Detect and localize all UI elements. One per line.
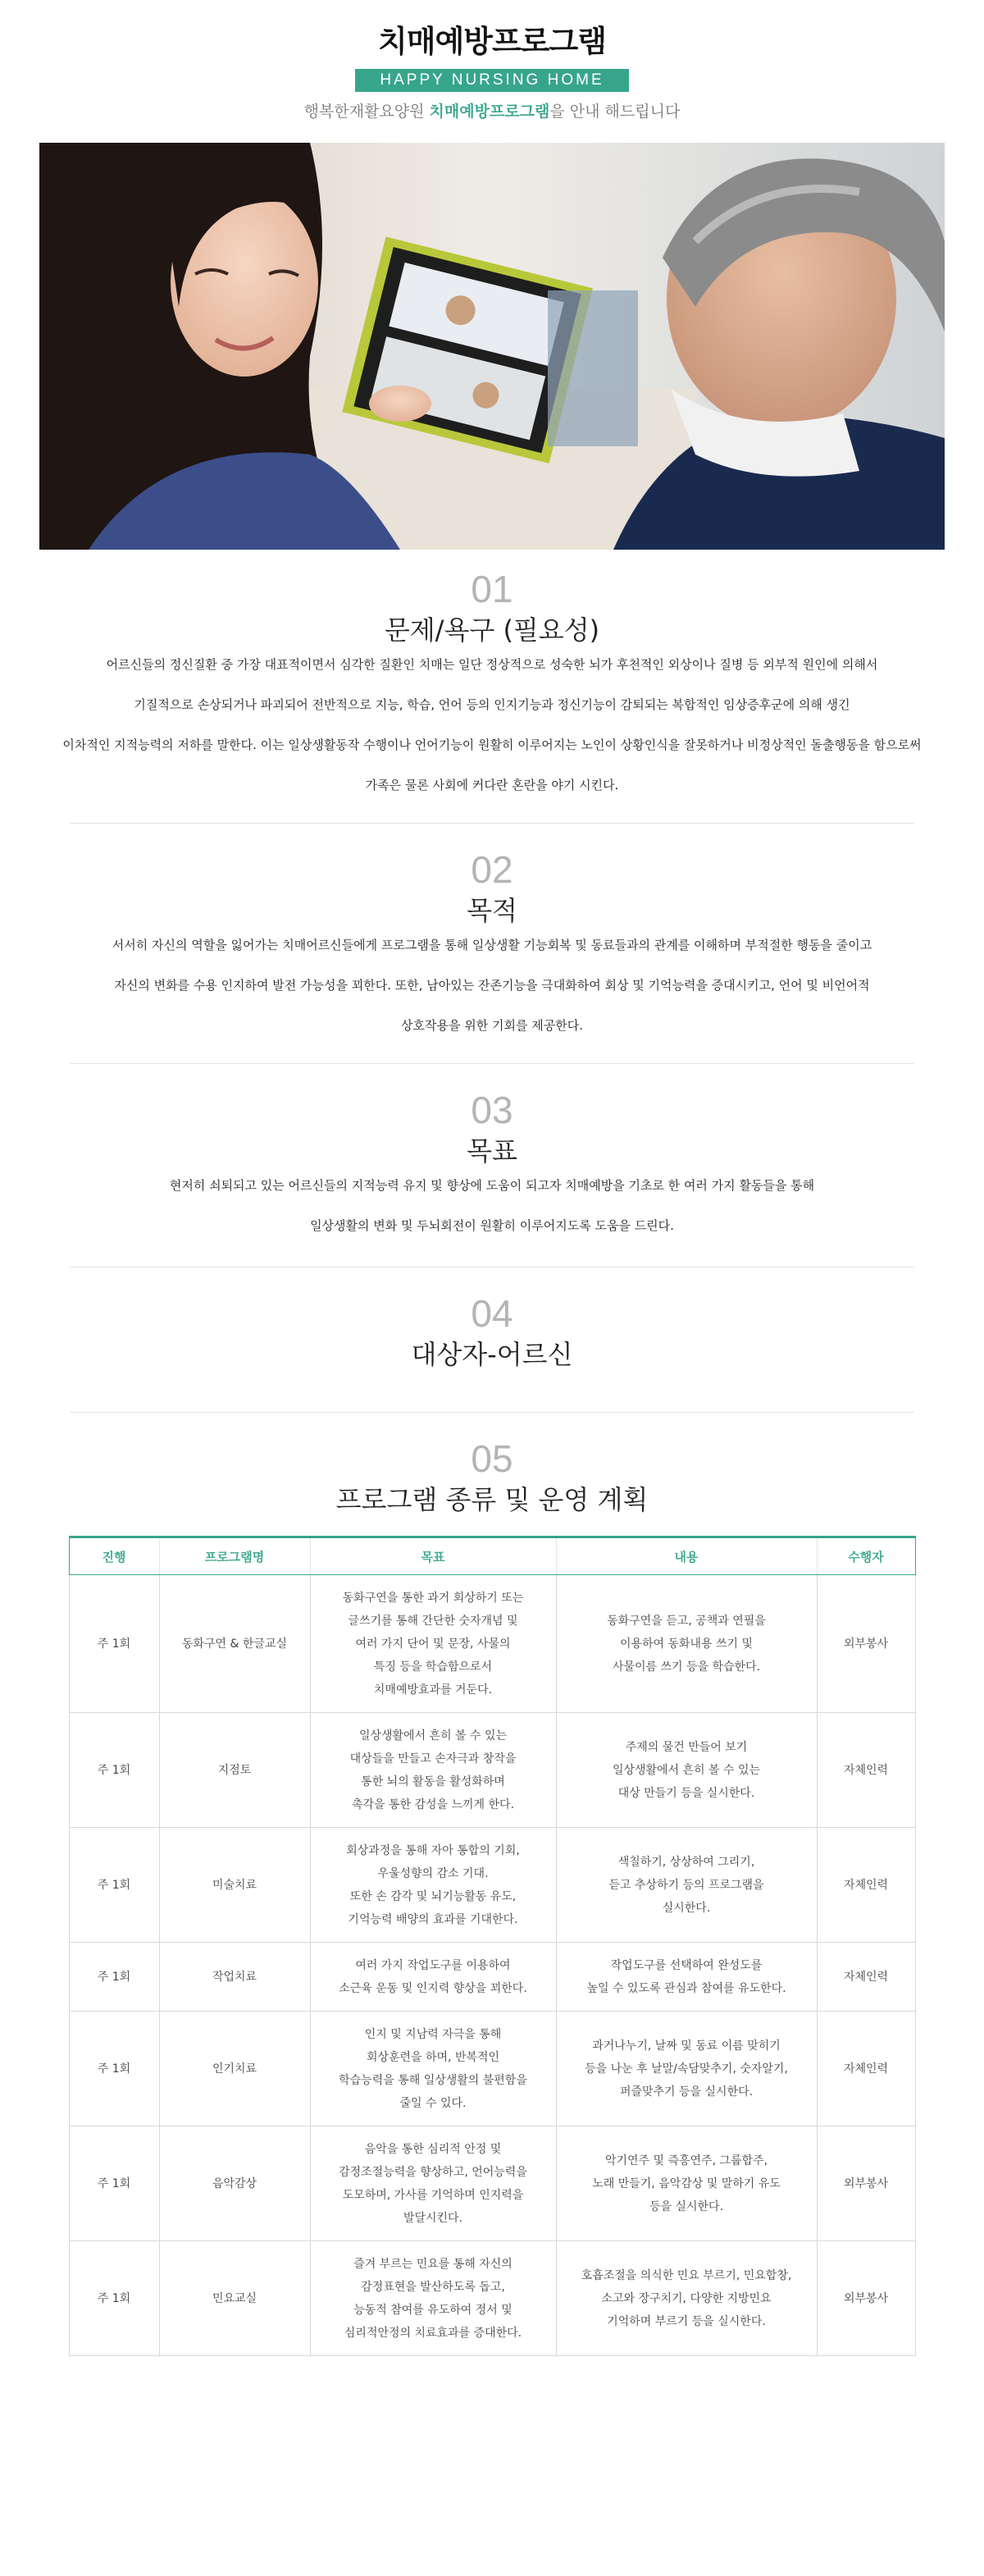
- column-header: 내용: [556, 1537, 817, 1575]
- cell-line: 일상생활에서 흔히 볼 수 있는: [612, 1763, 761, 1777]
- cell-program-name: 동화구연 & 한글교실: [159, 1575, 310, 1713]
- cell-line: 작업도구를 선택하여 완성도를: [610, 1958, 763, 1972]
- cell-line: 통한 뇌의 활동을 활성화하며: [361, 1774, 505, 1788]
- cell-line: 학습능력을 통해 일상생활의 불편함을: [339, 2073, 527, 2087]
- column-header: 목표: [310, 1537, 556, 1575]
- section-title: 대상자-어르신: [411, 1339, 573, 1370]
- paragraph-line: 기질적으로 손상되거나 파괴되어 전반적으로 지능, 학습, 언어 등의 인지기능과 정신기능이 감퇴되는 복합적인 임상증후군에 의해 생긴: [134, 697, 850, 712]
- table-row: [69, 1713, 915, 1828]
- cell-content: [556, 1575, 817, 1713]
- cell-line: 높일 수 있도록 관심과 참여를 유도한다.: [586, 1981, 786, 1995]
- section-03: [0, 1087, 984, 1234]
- cell-line: 발달시킨다.: [403, 2211, 463, 2225]
- paragraph-line: 현저히 쇠퇴되고 있는 어르신들의 지적능력 유지 및 향상에 도움이 되고자 치매예방을 기초로 한 여러 가지 활동들을 통해: [169, 1178, 815, 1193]
- hero-photo: [39, 143, 945, 550]
- cell-line: 주제의 물건 만들어 보기: [625, 1740, 748, 1754]
- cell-line: 능동적 참여를 유도하여 정서 및: [353, 2303, 512, 2317]
- cell-program-name: 민요교실: [159, 2241, 310, 2356]
- section-title: 문제/욕구 (필요성): [384, 614, 600, 646]
- cell-line: 도모하며, 가사를 기억하며 인지력을: [342, 2188, 524, 2202]
- cell-performer: 외부봉사: [817, 1575, 915, 1713]
- cell-line: 여러 가지 작업도구를 이용하여: [355, 1958, 511, 1972]
- cell-performer: 자체인력: [817, 2012, 915, 2126]
- section-number: 05: [471, 1437, 513, 1480]
- cell-performer: 자체인력: [817, 1943, 915, 2012]
- paragraph-line: 일상생활의 변화 및 두뇌회전이 원활히 이루어지도록 도움을 드린다.: [310, 1218, 674, 1233]
- section-divider: [70, 823, 914, 824]
- cell-line: 글쓰기를 통해 간단한 숫자개념 및: [348, 1614, 518, 1628]
- table-row: [69, 2012, 915, 2126]
- cell-frequency: 주 1회: [69, 1943, 159, 2012]
- paragraph-line: 자신의 변화를 수용 인지하여 발전 가능성을 꾀한다. 또한, 남아있는 잔존기능을 극대화하여 회상 및 기억능력을 증대시키고, 언어 및 비언어적: [114, 978, 870, 993]
- nursing-home-badge: HAPPY NURSING HOME: [355, 69, 629, 92]
- section-05: [0, 1436, 984, 1518]
- cell-program-name: 인기치료: [159, 2012, 310, 2126]
- cell-line: 노래 만들기, 음악감상 및 말하기 유도: [592, 2176, 781, 2190]
- cell-content: [556, 1828, 817, 1943]
- table-row: [69, 2241, 915, 2356]
- paragraph-line: 이차적인 지적능력의 저하를 말한다. 이는 일상생활동작 수행이나 언어기능이 원활히 이루어지는 노인이 상황인식을 잘못하거나 비정상적인 돌출행동을 함으로써: [62, 738, 922, 752]
- cell-line: 기억하며 부르기 등을 실시한다.: [607, 2314, 766, 2328]
- section-01: [0, 566, 984, 793]
- table-row: [69, 1828, 915, 1943]
- section-04: [0, 1290, 984, 1372]
- cell-line: 기억능력 배양의 효과를 기대한다.: [348, 1912, 518, 1926]
- section-paragraph: [0, 937, 984, 1034]
- column-header: 진행: [69, 1537, 159, 1575]
- cell-content: [556, 2012, 817, 2126]
- column-header: 수행자: [817, 1537, 915, 1575]
- cell-line: 우울성향의 감소 기대.: [377, 1866, 489, 1880]
- cell-line: 또한 손 감각 및 뇌기능활동 유도,: [349, 1889, 517, 1903]
- subtitle-suffix: 을 안내 해드립니다: [549, 103, 681, 121]
- cell-goal: [310, 2012, 556, 2126]
- section-number: 01: [471, 568, 513, 610]
- cell-frequency: 주 1회: [69, 1828, 159, 1943]
- cell-line: 심리적안정의 치료효과를 증대한다.: [344, 2326, 522, 2340]
- cell-line: 감정표현을 발산하도록 돕고,: [361, 2280, 505, 2294]
- cell-line: 음악을 통한 심리적 안정 및: [364, 2142, 502, 2156]
- cell-line: 회상훈련을 하며, 반복적인: [366, 2050, 500, 2064]
- cell-line: 등을 실시한다.: [649, 2199, 724, 2213]
- cell-line: 소고와 장구치기, 다양한 지방민요: [601, 2291, 772, 2305]
- cell-frequency: 주 1회: [69, 2241, 159, 2356]
- cell-line: 실시한다.: [662, 1901, 711, 1915]
- section-number: 04: [471, 1292, 513, 1335]
- cell-goal: [310, 2241, 556, 2356]
- paragraph-line: 서서히 자신의 역할을 잃어가는 치매어르신들에게 프로그램을 통해 일상생활 기능회복 및 동료들과의 관계를 이해하며 부적절한 행동을 줄이고: [112, 938, 872, 952]
- cell-line: 회상과정을 통해 자아 통합의 기회,: [346, 1843, 520, 1857]
- paragraph-line: 가족은 물론 사회에 커다란 혼란을 야기 시킨다.: [365, 778, 619, 792]
- section-number: 02: [471, 848, 513, 891]
- table-body: [69, 1575, 915, 2356]
- cell-performer: 외부봉사: [817, 2241, 915, 2356]
- program-table: [69, 1536, 916, 2356]
- cell-line: 줄일 수 있다.: [399, 2096, 467, 2110]
- cell-program-name: 지점토: [159, 1713, 310, 1828]
- cell-line: 인지 및 지남력 자극을 통해: [364, 2027, 502, 2041]
- cell-line: 이용하여 동화내용 쓰기 및: [619, 1637, 754, 1651]
- cell-line: 호흡조절을 의식한 민요 부르기, 민요합창,: [581, 2268, 792, 2282]
- cell-line: 등을 나눈 후 날말/속담맞추기, 숫자알기,: [585, 2062, 788, 2076]
- cell-line: 여러 가지 단어 및 문장, 사물의: [355, 1637, 511, 1651]
- cell-line: 사물이름 쓰기 등을 학습한다.: [612, 1660, 761, 1674]
- section-title: 목적: [467, 895, 517, 926]
- cell-line: 특징 등을 학습함으로서: [373, 1660, 493, 1674]
- cell-line: 과거나누기, 날짜 및 동료 이름 맞히기: [592, 2039, 781, 2053]
- table-header-row: [69, 1537, 915, 1575]
- cell-line: 일상생활에서 흔히 볼 수 있는: [358, 1729, 508, 1742]
- cell-goal: [310, 1828, 556, 1943]
- cell-program-name: 음악감상: [159, 2126, 310, 2241]
- table-row: [69, 1575, 915, 1713]
- cell-line: 촉각을 통한 감성을 느끼게 한다.: [351, 1797, 515, 1811]
- cell-goal: [310, 1943, 556, 2012]
- cell-frequency: 주 1회: [69, 2126, 159, 2241]
- paragraph-line: 상호작용을 위한 기회를 제공한다.: [401, 1018, 583, 1033]
- section-02: [0, 847, 984, 1034]
- subtitle-highlight: 치매예방프로그램: [429, 103, 550, 121]
- cell-line: 악기연주 및 즉흥연주, 그룹합주,: [604, 2154, 768, 2167]
- section-number: 03: [471, 1089, 513, 1131]
- cell-goal: [310, 1713, 556, 1828]
- table-row: [69, 2126, 915, 2241]
- cell-performer: 외부봉사: [817, 2126, 915, 2241]
- program-table-wrapper: [0, 1536, 984, 2356]
- cell-program-name: 작업치료: [159, 1943, 310, 2012]
- cell-line: 즐겨 부르는 민요를 통해 자신의: [353, 2257, 512, 2271]
- paragraph-line: 어르신들의 정신질환 중 가장 대표적이면서 심각한 질환인 치매는 일단 정상적으로 성숙한 뇌가 후천적인 외상이나 질병 등 외부적 원인에 의해서: [106, 657, 878, 672]
- cell-line: 감정조절능력을 향상하고, 언어능력을: [339, 2165, 527, 2179]
- cell-content: [556, 2126, 817, 2241]
- cell-line: 치매예방효과를 거둔다.: [373, 1683, 493, 1697]
- cell-content: [556, 1713, 817, 1828]
- table-row: [69, 1943, 915, 2012]
- cell-content: [556, 2241, 817, 2356]
- section-title: 목표: [467, 1135, 517, 1167]
- section-title: 프로그램 종류 및 운영 계획: [335, 1484, 649, 1515]
- hero-illustration: [39, 143, 945, 550]
- cell-content: [556, 1943, 817, 2012]
- subtitle-prefix: 행복한재활요양원: [303, 103, 430, 121]
- page-header: [0, 0, 984, 123]
- section-divider: [70, 1412, 914, 1413]
- cell-line: 듣고 추상하기 등의 프로그램을: [608, 1878, 764, 1892]
- cell-line: 대상들을 만들고 손자극과 창작을: [349, 1752, 517, 1765]
- page-subtitle: [0, 100, 984, 123]
- cell-frequency: 주 1회: [69, 2012, 159, 2126]
- cell-line: 동화구연을 통한 과거 회상하기 또는: [342, 1591, 524, 1605]
- cell-performer: 자체인력: [817, 1828, 915, 1943]
- cell-frequency: 주 1회: [69, 1575, 159, 1713]
- column-header: 프로그램명: [159, 1537, 310, 1575]
- cell-line: 소근육 운동 및 인지력 향상을 꾀한다.: [339, 1981, 527, 1995]
- cell-goal: [310, 1575, 556, 1713]
- cell-line: 퍼즐맞추기 등을 실시한다.: [619, 2085, 754, 2099]
- cell-performer: 자체인력: [817, 1713, 915, 1828]
- cell-line: 색칠하기, 상상하여 그리기,: [617, 1855, 755, 1869]
- cell-line: 동화구연을 듣고, 공책과 연필을: [607, 1614, 766, 1628]
- cell-line: 대상 만들기 등을 실시한다.: [617, 1786, 755, 1800]
- cell-program-name: 미술치료: [159, 1828, 310, 1943]
- cell-goal: [310, 2126, 556, 2241]
- section-divider: [70, 1063, 914, 1064]
- cell-frequency: 주 1회: [69, 1713, 159, 1828]
- section-paragraph: [0, 1177, 984, 1234]
- section-paragraph: [0, 656, 984, 793]
- page-title: 치매예방프로그램: [378, 24, 606, 59]
